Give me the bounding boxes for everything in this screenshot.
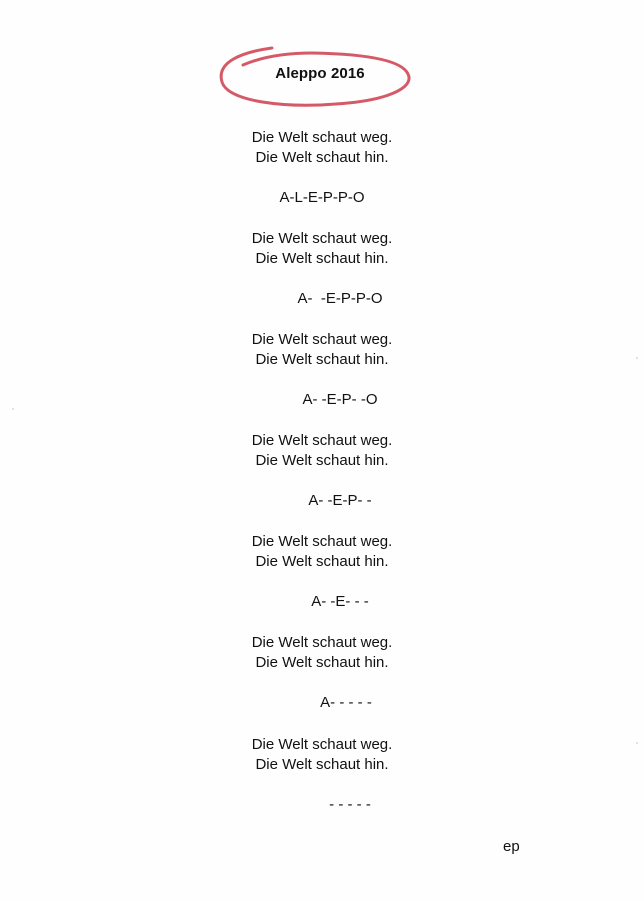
verse-7: [0, 735, 644, 775]
title-block: [210, 40, 430, 120]
verse-line: Die Welt schaut weg.: [251, 533, 393, 550]
fragment-4: A- -E-P- -: [308, 492, 372, 509]
fragment-1: A-L-E-P-P-O: [279, 189, 365, 206]
verse-line: Die Welt schaut hin.: [255, 654, 389, 671]
verse-line: Die Welt schaut weg.: [251, 331, 393, 348]
verse-2: [0, 229, 644, 269]
paper-speck: [636, 357, 638, 359]
paper-speck: [12, 408, 14, 410]
verse-line: Die Welt schaut weg.: [251, 432, 393, 449]
verse-line: Die Welt schaut hin.: [255, 250, 389, 267]
fragment-2: A- -E-P-P-O: [297, 290, 383, 307]
fragment-6: A- - - - -: [320, 694, 372, 711]
verse-4: [0, 431, 644, 471]
signature-initials: ep: [503, 838, 520, 855]
poem-title: Aleppo 2016: [275, 65, 365, 82]
verse-line: Die Welt schaut hin.: [255, 756, 389, 773]
verse-line: Die Welt schaut weg.: [251, 230, 393, 247]
verse-line: Die Welt schaut hin.: [255, 452, 389, 469]
verse-line: Die Welt schaut weg.: [251, 736, 393, 753]
verse-line: Die Welt schaut hin.: [255, 553, 389, 570]
verse-line: Die Welt schaut hin.: [255, 351, 389, 368]
verse-5: [0, 532, 644, 572]
paper-speck: [636, 742, 638, 744]
verse-6: [0, 633, 644, 673]
verse-line: Die Welt schaut weg.: [251, 634, 393, 651]
verse-line: Die Welt schaut hin.: [255, 149, 389, 166]
verse-1: [0, 128, 644, 168]
verse-line: Die Welt schaut weg.: [251, 129, 393, 146]
verse-3: [0, 330, 644, 370]
fragment-7: - - - - -: [329, 796, 371, 813]
fragment-3: A- -E-P- -O: [302, 391, 378, 408]
fragment-5: A- -E- - -: [311, 593, 369, 610]
